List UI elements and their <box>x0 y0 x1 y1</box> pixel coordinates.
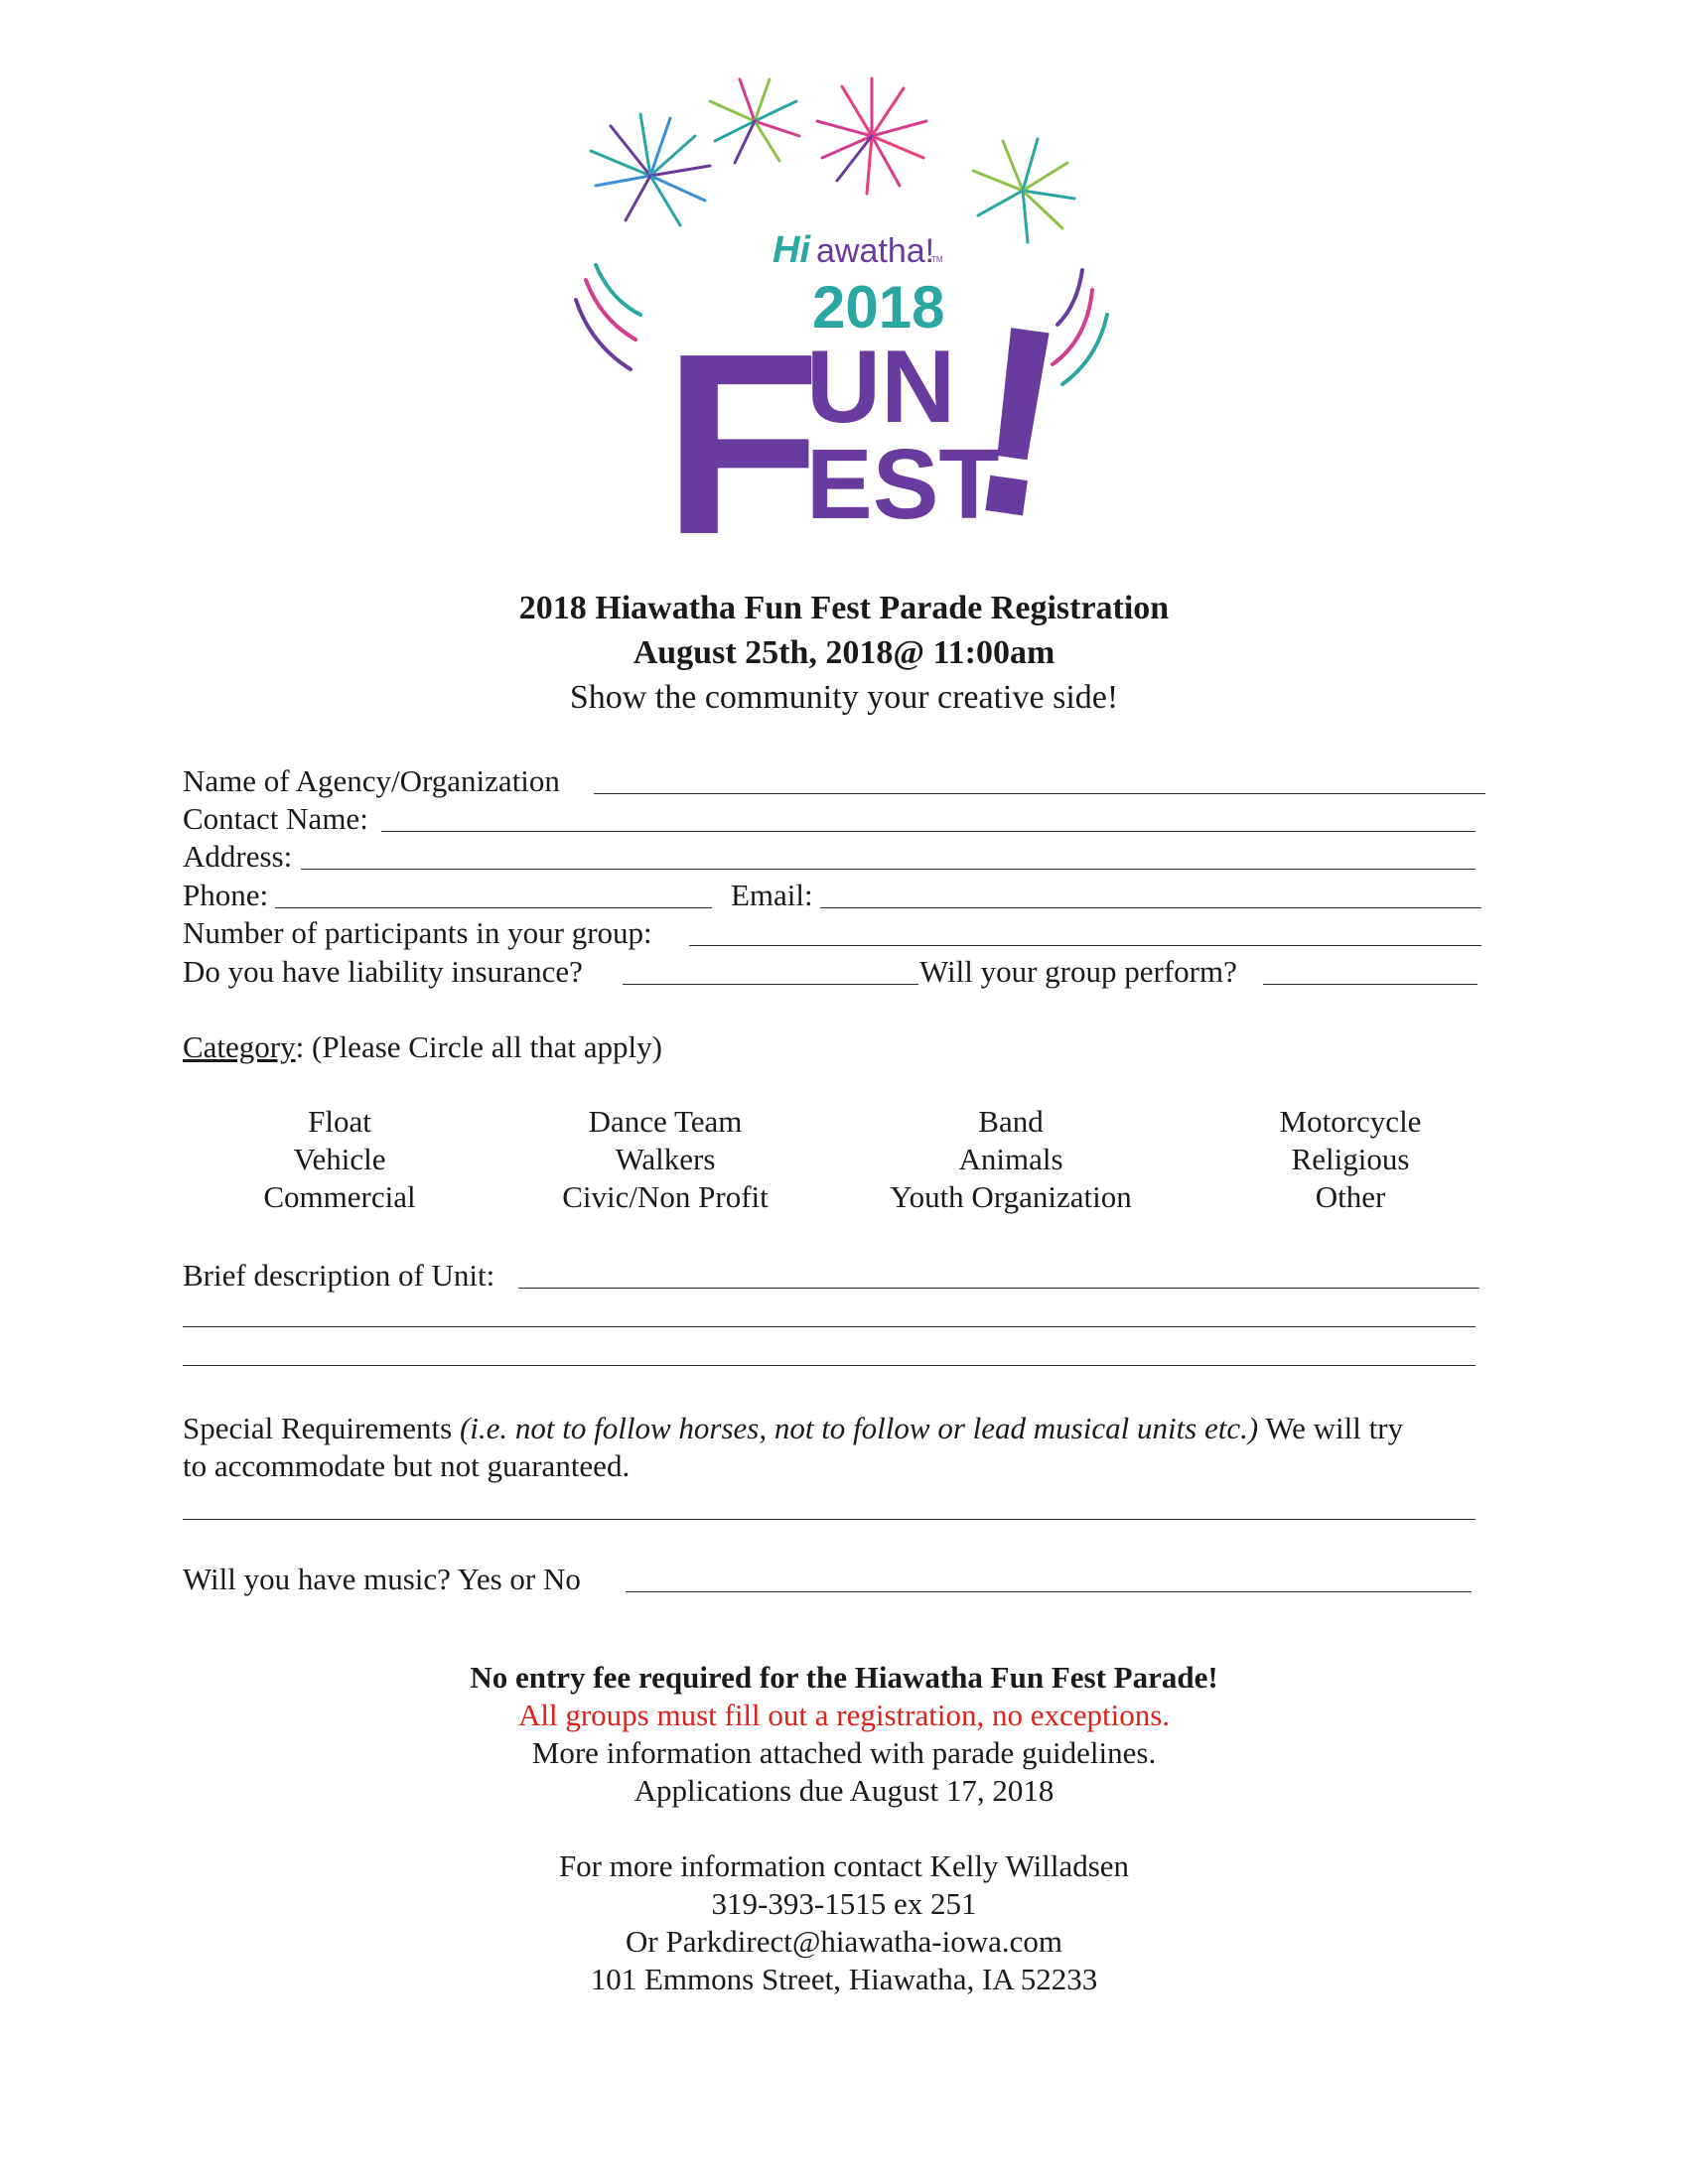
category-column-4 <box>1231 1104 1470 1217</box>
category-option[interactable]: Vehicle <box>293 1142 386 1176</box>
description-extra-line[interactable] <box>183 1365 1476 1366</box>
category-option[interactable]: Dance Team <box>588 1104 743 1139</box>
logo-f-letter: F <box>663 301 821 548</box>
category-instruction: : (Please Circle all that apply) <box>295 1029 662 1064</box>
due-date-notice: Applications due August 17, 2018 <box>633 1773 1055 1808</box>
category-option[interactable]: Band <box>978 1104 1044 1139</box>
firework-burst-right <box>973 139 1074 242</box>
category-option[interactable]: Other <box>1315 1179 1386 1214</box>
logo-un-letters: UN <box>806 330 956 445</box>
logo-est-letters: EST <box>806 429 1000 540</box>
category-option[interactable]: Youth Organization <box>890 1179 1132 1214</box>
category-option[interactable]: Religious <box>1291 1142 1410 1176</box>
description-extra-line[interactable] <box>183 1326 1476 1327</box>
description-field-line[interactable] <box>518 1288 1479 1289</box>
participants-field-label: Number of participants in your group: <box>183 915 652 950</box>
category-column-2 <box>536 1104 794 1217</box>
perform-field-label: Will your group perform? <box>919 954 1237 989</box>
category-column-3 <box>872 1104 1150 1217</box>
address-field-line[interactable] <box>301 869 1476 870</box>
fun-fest-logo <box>556 71 1132 548</box>
category-heading <box>183 1028 662 1066</box>
phone-field-label: Phone: <box>183 878 269 912</box>
music-field-label: Will you have music? Yes or No <box>183 1562 581 1596</box>
contact-person: For more information contact Kelly Willadsen <box>558 1848 1130 1883</box>
category-option[interactable]: Motorcycle <box>1279 1104 1422 1139</box>
insurance-field-line[interactable] <box>623 984 918 985</box>
description-field-label: Brief description of Unit: <box>183 1258 495 1293</box>
firework-burst-top-left <box>710 79 799 163</box>
logo-year-text: 2018 <box>812 274 945 341</box>
logo-exclamation: ! <box>952 267 1083 548</box>
tagline: Show the community your creative side! <box>569 679 1119 716</box>
logo-awatha-text: awatha! <box>816 232 935 270</box>
firework-burst-top-center <box>817 78 926 194</box>
email-field-label: Email: <box>731 878 813 912</box>
category-column-1 <box>225 1104 454 1217</box>
email-field-line[interactable] <box>820 907 1481 908</box>
phone-field-line[interactable] <box>275 907 712 908</box>
insurance-field-label: Do you have liability insurance? <box>183 954 583 989</box>
contact-field-line[interactable] <box>381 831 1476 832</box>
special-suffix: We will try <box>1258 1411 1404 1445</box>
logo-tm-text: TM <box>931 255 943 264</box>
org-field-label: Name of Agency/Organization <box>183 763 560 798</box>
special-label: Special Requirements <box>183 1411 460 1445</box>
category-option[interactable]: Animals <box>958 1142 1063 1176</box>
logo-hi-text: Hi <box>773 229 810 271</box>
firework-burst-left <box>591 114 710 225</box>
event-date: August 25th, 2018@ 11:00am <box>633 634 1055 671</box>
perform-field-line[interactable] <box>1263 984 1477 985</box>
category-option[interactable]: Commercial <box>263 1179 416 1214</box>
fireworks-logo-graphic <box>556 71 1132 548</box>
music-field-line[interactable] <box>626 1591 1472 1592</box>
participants-field-line[interactable] <box>689 945 1481 946</box>
special-examples: (i.e. not to follow horses, not to follow or lead musical units etc.) <box>459 1411 1259 1445</box>
special-requirements-line2: to accommodate but not guaranteed. <box>183 1448 631 1483</box>
category-label: Category <box>183 1029 296 1064</box>
no-fee-notice: No entry fee required for the Hiawatha Fun Fest Parade! <box>470 1660 1218 1695</box>
registration-required-notice: All groups must fill out a registration, no exceptions. <box>517 1698 1171 1732</box>
org-field-line[interactable] <box>594 793 1485 794</box>
guidelines-notice: More information attached with parade guidelines. <box>531 1735 1157 1770</box>
address-field-label: Address: <box>183 839 293 874</box>
contact-address: 101 Emmons Street, Hiawatha, IA 52233 <box>590 1962 1098 1996</box>
category-option[interactable]: Float <box>308 1104 371 1139</box>
page-title: 2018 Hiawatha Fun Fest Parade Registration <box>518 590 1170 626</box>
category-option[interactable]: Civic/Non Profit <box>562 1179 769 1214</box>
contact-phone: 319-393-1515 ex 251 <box>711 1886 977 1921</box>
contact-field-label: Contact Name: <box>183 801 368 836</box>
category-option[interactable]: Walkers <box>615 1142 716 1176</box>
special-requirements-line[interactable] <box>183 1519 1476 1520</box>
contact-email: Or Parkdirect@hiawatha-iowa.com <box>626 1924 1062 1959</box>
special-requirements-text <box>183 1410 1403 1447</box>
